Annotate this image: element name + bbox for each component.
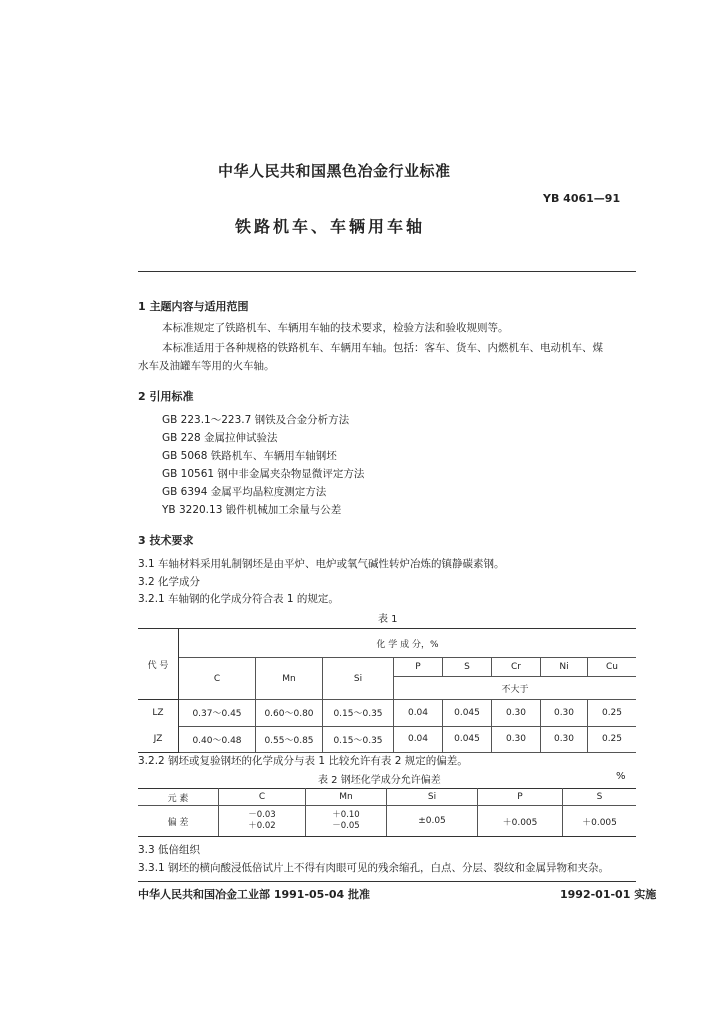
header-rule — [138, 271, 636, 272]
table-1-caption: 表 1 — [378, 614, 398, 625]
cell-value: 0.25 — [588, 726, 637, 753]
composition-header: 化 学 成 分，% — [179, 629, 637, 658]
section-1-para-1: 本标准规定了铁路机车、车辆用车轴的技术要求，检验方法和验收规则等。 — [162, 322, 509, 334]
section-1-para-2-line-1: 本标准适用于各种规格的铁路机车、车辆用车轴。包括：客车、货车、内燃机车、电动机车、煤 — [162, 342, 603, 354]
col-p: P — [394, 658, 443, 677]
dev-mn — [306, 806, 387, 837]
deviation-label: 偏 差 — [138, 806, 219, 837]
standard-code: YB 4061—91 — [543, 192, 621, 205]
col-s: S — [563, 789, 637, 806]
dev-p: ＋0.005 — [478, 806, 563, 837]
cell-value: 0.37～0.45 — [179, 700, 256, 727]
cell-value: 0.25 — [588, 700, 637, 727]
row-code: LZ — [138, 700, 179, 727]
ref-item: GB 5068 铁路机车、车辆用车轴钢坯 — [162, 450, 337, 462]
ref-item: GB 223.1～223.7 钢铁及合金分析方法 — [162, 414, 350, 426]
dev-c-1: －0.03 — [248, 810, 276, 820]
clause-3-3-1: 3.3.1 钢坯的横向酸浸低倍试片上不得有肉眼可见的残余缩孔，白点、分层、裂纹和金属异物和夹杂。 — [138, 862, 610, 874]
clause-3-2-2: 3.2.2 钢坯或复验钢坯的化学成分与表 1 比较允许有表 2 规定的偏差。 — [138, 755, 468, 767]
dev-c — [219, 806, 306, 837]
cell-value: 0.30 — [541, 726, 588, 753]
dev-si: ±0.05 — [387, 806, 478, 837]
col-c: C — [179, 658, 256, 700]
col-c: C — [219, 789, 306, 806]
clause-3-1: 3.1 车轴材料采用轧制钢坯是由平炉、电炉或氧气碱性转炉冶炼的镇静碳素钢。 — [138, 558, 505, 570]
section-3-heading: 3 技术要求 — [138, 534, 194, 547]
clause-3-3: 3.3 低倍组织 — [138, 844, 201, 856]
col-p: P — [478, 789, 563, 806]
cell-value: 0.15～0.35 — [323, 700, 394, 727]
dev-s: ＋0.005 — [563, 806, 637, 837]
footer-rule — [138, 881, 636, 882]
cell-value: 0.30 — [492, 700, 541, 727]
ref-item: GB 6394 金属平均晶粒度测定方法 — [162, 486, 327, 498]
cell-value: 0.045 — [443, 726, 492, 753]
cell-value: 0.55～0.85 — [256, 726, 323, 753]
cell-value: 0.04 — [394, 726, 443, 753]
table-2-unit: % — [616, 771, 626, 782]
document-title: 铁路机车、车辆用车轴 — [235, 217, 426, 236]
cell-value: 0.30 — [541, 700, 588, 727]
document-org: 中华人民共和国黑色冶金行业标准 — [218, 162, 451, 180]
cell-value: 0.30 — [492, 726, 541, 753]
section-2-heading: 2 引用标准 — [138, 390, 194, 403]
cell-value: 0.15～0.35 — [323, 726, 394, 753]
table-2-caption: 表 2 钢坯化学成分允许偏差 — [318, 775, 441, 786]
element-label: 元 素 — [138, 789, 219, 806]
clause-3-2-1: 3.2.1 车轴钢的化学成分符合表 1 的规定。 — [138, 593, 339, 605]
ref-item: GB 228 金属拉伸试验法 — [162, 432, 278, 444]
col-code-header: 代 号 — [138, 629, 179, 700]
dev-mn-2: －0.05 — [332, 821, 360, 831]
clause-3-2: 3.2 化学成分 — [138, 576, 201, 588]
col-mn: Mn — [306, 789, 387, 806]
footer-implementation: 1992-01-01 实施 — [560, 888, 657, 901]
section-1-heading: 1 主题内容与适用范围 — [138, 300, 249, 313]
col-si: Si — [323, 658, 394, 700]
col-cu: Cu — [588, 658, 637, 677]
table-1 — [138, 628, 636, 753]
col-si: Si — [387, 789, 478, 806]
section-1-para-2-line-2: 水车及油罐车等用的火车轴。 — [138, 360, 275, 372]
dev-c-2: ＋0.02 — [248, 821, 276, 831]
ref-item: GB 10561 钢中非金属夹杂物显微评定方法 — [162, 468, 365, 480]
col-ni: Ni — [541, 658, 588, 677]
ref-item: YB 3220.13 锻件机械加工余量与公差 — [162, 504, 342, 516]
col-cr: Cr — [492, 658, 541, 677]
footer-approval: 中华人民共和国冶金工业部 1991-05-04 批准 — [138, 888, 371, 901]
cell-value: 0.60～0.80 — [256, 700, 323, 727]
cell-value: 0.04 — [394, 700, 443, 727]
col-mn: Mn — [256, 658, 323, 700]
col-s: S — [443, 658, 492, 677]
not-greater-label: 不大于 — [394, 677, 637, 700]
row-code: JZ — [138, 726, 179, 753]
dev-mn-1: ＋0.10 — [332, 810, 360, 820]
table-2 — [138, 788, 636, 837]
cell-value: 0.045 — [443, 700, 492, 727]
cell-value: 0.40～0.48 — [179, 726, 256, 753]
